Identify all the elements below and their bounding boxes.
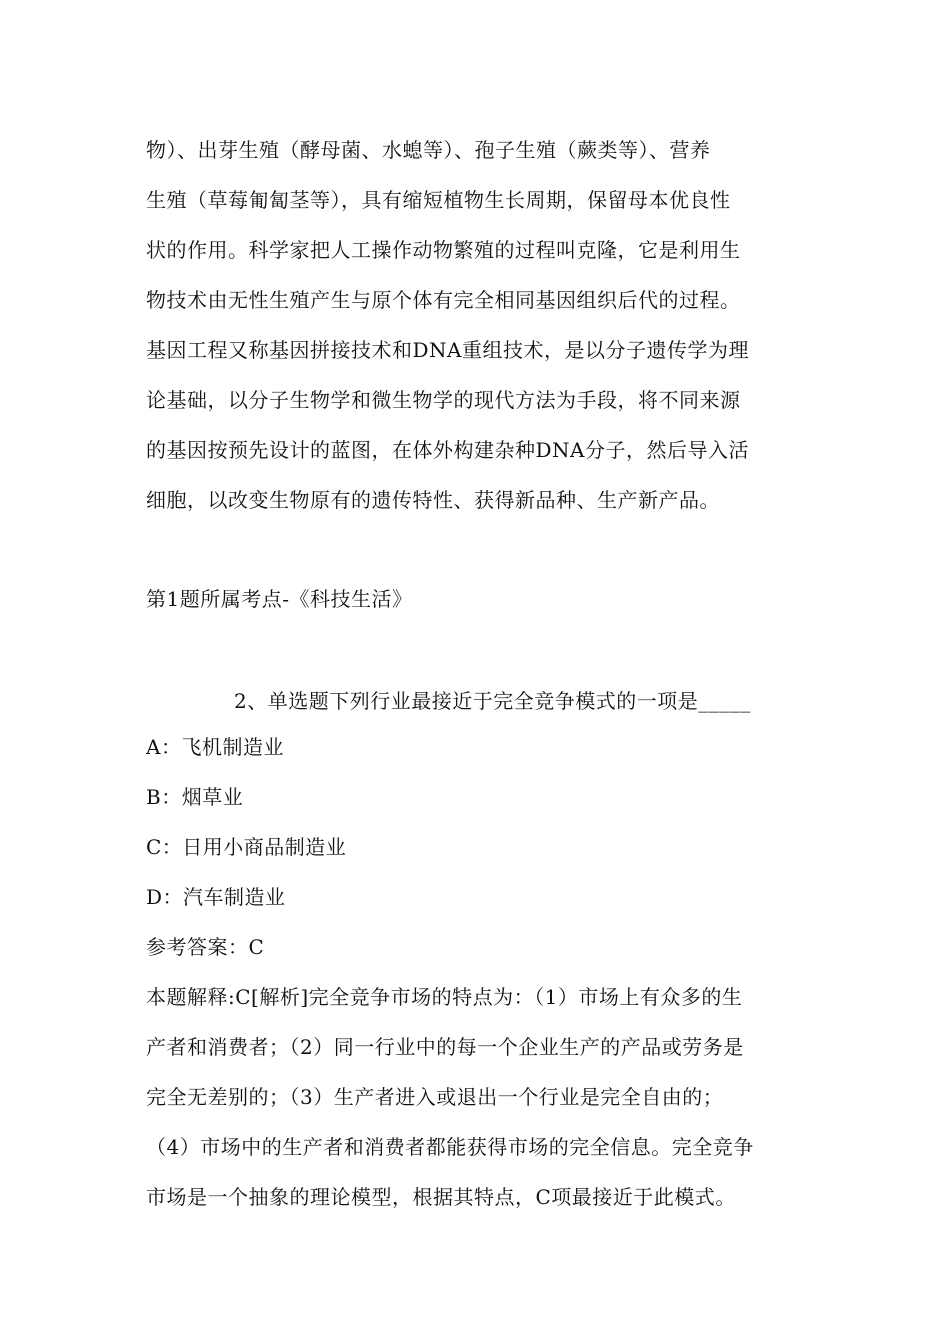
option-a: A：飞机制造业 (146, 735, 284, 759)
text-line: 物）、出芽生殖（酵母菌、水螅等）、孢子生殖（蕨类等）、营养 (146, 138, 711, 162)
text-line: 产者和消费者；（2）同一行业中的每一个企业生产的产品或劳务是 (146, 1035, 744, 1059)
answer-options (146, 722, 808, 922)
text-line: 生殖（草莓匍匐茎等），具有缩短植物生长周期，保留母本优良性 (146, 188, 731, 212)
text-line: 的基因按预先设计的蓝图，在体外构建杂种DNA分子，然后导入活 (146, 438, 749, 462)
text-line: （4）市场中的生产者和消费者都能获得市场的完全信息。完全竞争 (146, 1135, 754, 1159)
answer-explanation (146, 972, 808, 1222)
text-line: 论基础，以分子生物学和微生物学的现代方法为手段，将不同来源 (146, 388, 741, 412)
text-line: 完全无差别的；（3）生产者进入或退出一个行业是完全自由的； (146, 1085, 724, 1109)
text-line: 状的作用。科学家把人工操作动物繁殖的过程叫克隆，它是利用生 (146, 238, 741, 262)
topic-label (146, 574, 808, 624)
text-line: 市场是一个抽象的理论模型，根据其特点，C项最接近于此模式。 (146, 1185, 736, 1209)
answer-text: 参考答案：C (146, 935, 265, 959)
reference-answer (146, 922, 808, 972)
option-b: B：烟草业 (146, 785, 244, 809)
text-line: 物技术由无性生殖产生与原个体有完全相同基因组织后代的过程。 (146, 288, 741, 312)
paragraph-reproduction-genetics (146, 125, 808, 525)
option-d: D：汽车制造业 (146, 885, 286, 909)
question-text: 2、单选题下列行业最接近于完全竞争模式的一项是_____ (234, 689, 751, 713)
option-c: C：日用小商品制造业 (146, 835, 347, 859)
text-line: 本题解释:C[解析]完全竞争市场的特点为：（1）市场上有众多的生 (146, 985, 743, 1009)
topic-text: 第1题所属考点-《科技生活》 (146, 587, 413, 611)
question-stem (146, 676, 808, 726)
text-line: 基因工程又称基因拼接技术和DNA重组技术，是以分子遗传学为理 (146, 338, 749, 362)
text-line: 细胞，以改变生物原有的遗传特性、获得新品种、生产新产品。 (146, 488, 720, 512)
